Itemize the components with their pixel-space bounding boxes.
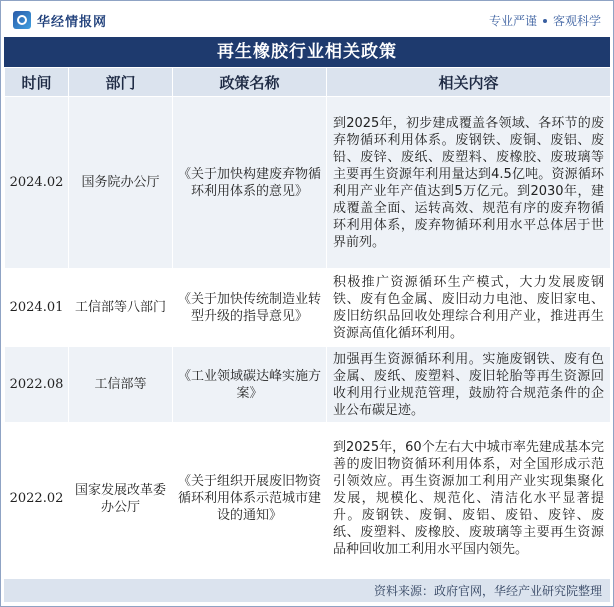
row-dept: 国家发展改革委办公厅 bbox=[69, 423, 173, 575]
row-policy-name: 《关于加快构建废弃物循环利用体系的意见》 bbox=[173, 97, 327, 269]
policy-table bbox=[4, 67, 611, 575]
slogan-part2: 客观科学 bbox=[552, 14, 601, 28]
row-content: 到2025年，初步建成覆盖各领域、各环节的废弃物循环利用体系。废钢铁、废铜、废铝、废铅、废锌、废纸、废塑料、废橡胶、废玻璃等主要再生资源年利用量达到4.5亿吨。资源循环利用产业年产值达到5万亿元。到2030年，建成覆盖全面、运转高效、规范有序的废弃物循环利用体系，废弃物循环利用水平总体居于世界前列。 bbox=[327, 97, 611, 269]
row-date: 2022.02 bbox=[5, 423, 69, 575]
table-row bbox=[5, 269, 611, 347]
huajing-logo-icon bbox=[13, 11, 31, 29]
header-name: 政策名称 bbox=[173, 68, 327, 97]
source-footer: 资料来源：政府官网，华经产业研究院整理 bbox=[4, 578, 610, 602]
row-dept: 国务院办公厅 bbox=[69, 97, 173, 269]
row-content: 加强再生资源循环利用。实施废钢铁、废有色金属、废纸、废塑料、废旧轮胎等再生资源回收利用行业规范管理，鼓励符合规范条件的企业公布碳足迹。 bbox=[327, 347, 611, 423]
row-policy-name: 《关于加快传统制造业转型升级的指导意见》 bbox=[173, 269, 327, 347]
row-policy-name: 《关于组织开展废旧物资循环利用体系示范城市建设的通知》 bbox=[173, 423, 327, 575]
table-row bbox=[5, 347, 611, 423]
bullet-dot-icon bbox=[543, 19, 547, 23]
row-policy-name: 《工业领域碳达峰实施方案》 bbox=[173, 347, 327, 423]
header-content: 相关内容 bbox=[327, 68, 611, 97]
top-bar bbox=[1, 1, 613, 37]
row-dept: 工信部等八部门 bbox=[69, 269, 173, 347]
row-date: 2024.01 bbox=[5, 269, 69, 347]
table-row bbox=[5, 97, 611, 269]
brand bbox=[13, 10, 107, 30]
brand-name: 华经情报网 bbox=[37, 14, 108, 30]
header-date: 时间 bbox=[5, 68, 69, 97]
row-content: 积极推广资源循环生产模式，大力发展废钢铁、废有色金属、废旧动力电池、废旧家电、废旧纺织品回收处理综合利用产业，推进再生资源高值化循环利用。 bbox=[327, 269, 611, 347]
row-dept: 工信部等 bbox=[69, 347, 173, 423]
header-dept: 部门 bbox=[69, 68, 173, 97]
row-content: 到2025年，60个左右大中城市率先建成基本完善的废旧物资循环利用体系，对全国形成示范引领效应。再生资源加工利用产业实现集聚化发展，规模化、规范化、清洁化水平显著提升。废钢铁、废铜、废铝、废铅、废锌、废纸、废塑料、废橡胶、废玻璃等主要再生资源品种回收加工利用水平国内领先。 bbox=[327, 423, 611, 575]
table-header-row bbox=[5, 68, 611, 97]
table-title: 再生橡胶行业相关政策 bbox=[4, 37, 610, 67]
table-row bbox=[5, 423, 611, 575]
slogan bbox=[489, 12, 601, 29]
row-date: 2022.08 bbox=[5, 347, 69, 423]
slogan-part1: 专业严谨 bbox=[488, 14, 537, 28]
row-date: 2024.02 bbox=[5, 97, 69, 269]
